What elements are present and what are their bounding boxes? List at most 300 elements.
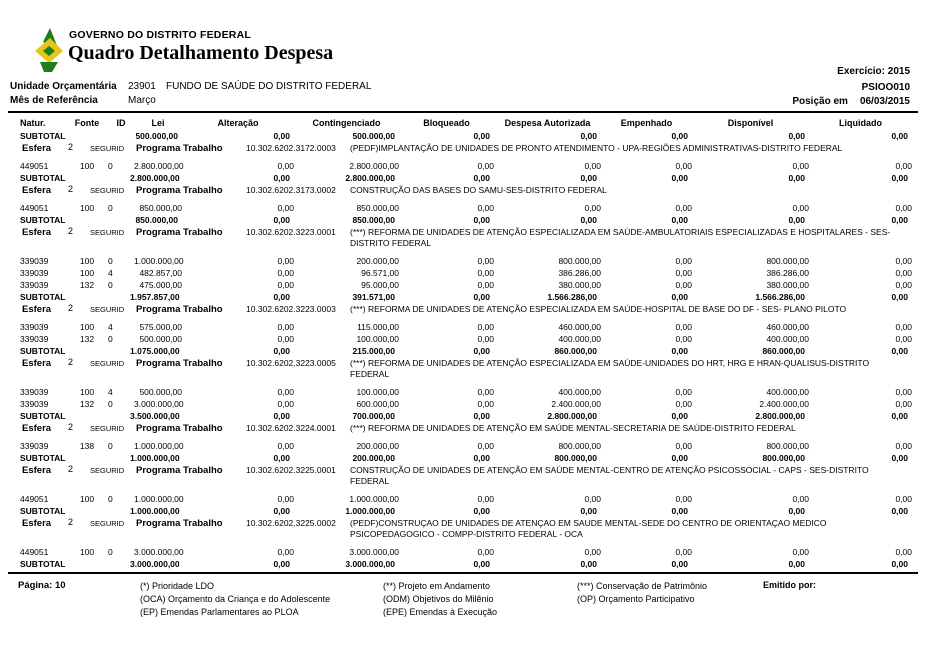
cell-id: 0 <box>108 203 113 213</box>
cell-contingenciado: 600.000,00 <box>356 399 399 409</box>
posicao-row <box>792 96 910 107</box>
cell-despesa-autorizada: 0,00 <box>584 203 601 213</box>
cell-bloqueado: 0,00 <box>473 173 490 183</box>
cell-liquidado: 0,00 <box>895 399 912 409</box>
cell-bloqueado: 0,00 <box>473 411 490 421</box>
cell-alteracao: 0,00 <box>277 334 294 344</box>
esfera-label: Esfera <box>22 518 52 529</box>
esfera-label: Esfera <box>22 143 52 154</box>
programa-trabalho-label: Programa Trabalho <box>136 304 223 315</box>
cell-empenhado: 0,00 <box>671 506 688 516</box>
cell-bloqueado: 0,00 <box>477 256 494 266</box>
cell-id: 0 <box>108 547 113 557</box>
cell-disponivel: 800.000,00 <box>762 453 805 463</box>
cell-natur: 339039 <box>20 441 49 451</box>
programa-trabalho-code: 10.302.6202.3225.0001 <box>246 465 336 475</box>
cell-disponivel: 0,00 <box>788 506 805 516</box>
programa-trabalho-descricao: (PEDF)CONSTRUÇAO DE UNIDADES DE ATENÇAO EM SAUDE MENTAL-SEDE DO CENTRO DE ORIENTAÇAO MEDICO PSICOPEDAGOGICO - COMPP-DISTRITO FEDERAL - OCA <box>350 518 827 539</box>
cell-liquidado: 0,00 <box>895 280 912 290</box>
cell-natur: 339039 <box>20 387 49 397</box>
cell-liquidado: 0,00 <box>891 559 908 569</box>
cell-id: 4 <box>108 322 113 332</box>
cell-contingenciado: 200.000,00 <box>356 256 399 266</box>
legend-item: (ODM) Objetivos do Milênio <box>383 594 494 604</box>
cell-empenhado: 0,00 <box>671 411 688 421</box>
cell-lei: 2.800.000,00 <box>134 161 184 171</box>
programa-trabalho-descricao: (***) REFORMA DE UNIDADES DE ATENÇÃO EM SAÚDE MENTAL-SECRETARIA DE SAÚDE-DISTRITO FEDERAL <box>350 423 796 433</box>
cell-contingenciado: 850.000,00 <box>356 203 399 213</box>
cell-empenhado: 0,00 <box>671 215 688 225</box>
cell-disponivel: 2.800.000,00 <box>755 411 805 421</box>
detail-row <box>8 279 912 291</box>
esfera-value: 2 <box>68 422 74 432</box>
cell-alteracao: 0,00 <box>277 494 294 504</box>
cell-disponivel: 386.286,00 <box>766 268 809 278</box>
legend-item: (*) Prioridade LDO <box>140 581 215 591</box>
cell-despesa-autorizada: 800.000,00 <box>554 453 597 463</box>
orcamento-tipo-label: SEGURID <box>90 519 125 528</box>
cell-contingenciado: 850.000,00 <box>352 215 395 225</box>
cell-disponivel: 380.000,00 <box>766 280 809 290</box>
cell-bloqueado: 0,00 <box>473 506 490 516</box>
cell-contingenciado: 1.000.000,00 <box>345 506 395 516</box>
subtotal-row <box>8 345 908 357</box>
mes-value: Março <box>128 95 156 106</box>
cell-fonte: 100 <box>79 256 95 266</box>
cell-liquidado: 0,00 <box>891 131 908 141</box>
subtotal-row <box>8 505 908 517</box>
cell-fonte: 100 <box>79 387 95 397</box>
cell-liquidado: 0,00 <box>895 161 912 171</box>
orcamento-tipo-label: SEGURID <box>90 186 125 195</box>
cell-disponivel: 0,00 <box>788 215 805 225</box>
cell-natur: 339039 <box>20 256 49 266</box>
esfera-row <box>8 465 908 487</box>
unidade-label: Unidade Orçamentária <box>10 81 117 92</box>
cell-contingenciado: 2.800.000,00 <box>345 173 395 183</box>
cell-lei: 575.000,00 <box>139 322 182 332</box>
unidade-code: 23901 <box>128 81 156 92</box>
cell-bloqueado: 0,00 <box>477 387 494 397</box>
cell-contingenciado: 96.571,00 <box>361 268 399 278</box>
cell-disponivel: 0,00 <box>792 203 809 213</box>
cell-fonte: 100 <box>79 203 95 213</box>
cell-liquidado: 0,00 <box>895 256 912 266</box>
esfera-value: 2 <box>68 142 74 152</box>
cell-disponivel: 460.000,00 <box>766 322 809 332</box>
cell-natur: 449051 <box>20 494 49 504</box>
cell-bloqueado: 0,00 <box>477 494 494 504</box>
legend-item: (EPE) Emendas à Execução <box>383 607 498 617</box>
programa-trabalho-label: Programa Trabalho <box>136 143 223 154</box>
orcamento-tipo-label: SEGURID <box>90 466 125 475</box>
esfera-label: Esfera <box>22 227 52 238</box>
cell-disponivel: 800.000,00 <box>766 256 809 266</box>
cell-lei: 1.000.000,00 <box>130 453 180 463</box>
cell-liquidado: 0,00 <box>891 215 908 225</box>
page-number-label: Página: <box>18 580 53 591</box>
cell-liquidado: 0,00 <box>895 441 912 451</box>
cell-id: 4 <box>108 387 113 397</box>
column-header-despesa-autorizada: Despesa Autorizada <box>504 118 591 128</box>
cell-id: 0 <box>108 161 113 171</box>
cell-lei: 475.000,00 <box>139 280 182 290</box>
cell-liquidado: 0,00 <box>895 387 912 397</box>
esfera-label: Esfera <box>22 185 52 196</box>
cell-id: 0 <box>108 334 113 344</box>
cell-bloqueado: 0,00 <box>477 322 494 332</box>
cell-fonte: 132 <box>79 399 95 409</box>
orcamento-tipo-label: SEGURID <box>90 305 125 314</box>
subtotal-label: SUBTOTAL <box>20 411 66 421</box>
cell-natur: 449051 <box>20 161 49 171</box>
programa-trabalho-code: 10.302.6202.3225.0002 <box>246 518 336 528</box>
cell-disponivel: 400.000,00 <box>766 387 809 397</box>
cell-despesa-autorizada: 400.000,00 <box>558 387 601 397</box>
cell-alteracao: 0,00 <box>273 346 290 356</box>
cell-lei: 3.000.000,00 <box>134 547 184 557</box>
cell-bloqueado: 0,00 <box>473 131 490 141</box>
cell-fonte: 138 <box>79 441 95 451</box>
cell-id: 0 <box>108 494 113 504</box>
esfera-value: 2 <box>68 303 74 313</box>
column-header-disponivel: Disponível <box>727 118 774 128</box>
cell-despesa-autorizada: 800.000,00 <box>558 256 601 266</box>
cell-id: 0 <box>108 399 113 409</box>
esfera-row <box>8 518 908 540</box>
esfera-label: Esfera <box>22 358 52 369</box>
cell-lei: 3.500.000,00 <box>130 411 180 421</box>
page-number <box>18 580 66 591</box>
cell-bloqueado: 0,00 <box>477 280 494 290</box>
cell-natur: 339039 <box>20 399 49 409</box>
cell-contingenciado: 1.000.000,00 <box>349 494 399 504</box>
cell-bloqueado: 0,00 <box>473 559 490 569</box>
cell-bloqueado: 0,00 <box>477 268 494 278</box>
cell-disponivel: 2.400.000,00 <box>759 399 809 409</box>
cell-contingenciado: 200.000,00 <box>356 441 399 451</box>
cell-empenhado: 0,00 <box>675 334 692 344</box>
programa-trabalho-label: Programa Trabalho <box>136 227 223 238</box>
legend-item: (OP) Orçamento Participativo <box>577 594 695 604</box>
cell-lei: 500.000,00 <box>139 334 182 344</box>
header-divider <box>8 111 918 113</box>
esfera-row <box>8 143 908 154</box>
esfera-row <box>8 304 908 315</box>
subtotal-label: SUBTOTAL <box>20 215 66 225</box>
programa-trabalho-code: 10.302.6202.3223.0005 <box>246 358 336 368</box>
cell-id: 0 <box>108 441 113 451</box>
programa-trabalho-code: 10.302.6202.3172.0003 <box>246 143 336 153</box>
cell-lei: 1.957.857,00 <box>130 292 180 302</box>
subtotal-label: SUBTOTAL <box>20 559 66 569</box>
subtotal-label: SUBTOTAL <box>20 173 66 183</box>
orcamento-tipo-label: SEGURID <box>90 144 125 153</box>
cell-empenhado: 0,00 <box>675 256 692 266</box>
cell-liquidado: 0,00 <box>891 411 908 421</box>
column-header-liquidado: Liquidado <box>839 118 882 128</box>
cell-despesa-autorizada: 0,00 <box>580 173 597 183</box>
unidade-name: FUNDO DE SAÚDE DO DISTRITO FEDERAL <box>166 81 372 92</box>
programa-trabalho-descricao: (***) REFORMA DE UNIDADES DE ATENÇÃO ESPECIALIZADA EM SAÚDE-UNIDADES DO HRT, HRG E HRAN-QUALISUS-DISTRITO FEDERAL <box>350 358 870 379</box>
posicao-date: 06/03/2015 <box>859 96 910 107</box>
cell-alteracao: 0,00 <box>273 411 290 421</box>
cell-bloqueado: 0,00 <box>477 441 494 451</box>
cell-liquidado: 0,00 <box>895 322 912 332</box>
column-header-natur: Natur. <box>20 118 46 128</box>
cell-alteracao: 0,00 <box>277 161 294 171</box>
legend-column-3 <box>577 580 707 606</box>
gdf-logo-icon <box>30 28 68 74</box>
cell-lei: 1.075.000,00 <box>130 346 180 356</box>
subtotal-row <box>8 452 908 464</box>
subtotal-label: SUBTOTAL <box>20 346 66 356</box>
cell-despesa-autorizada: 0,00 <box>584 494 601 504</box>
orcamento-tipo-label: SEGURID <box>90 359 125 368</box>
orcamento-tipo-label: SEGURID <box>90 424 125 433</box>
cell-contingenciado: 200.000,00 <box>352 453 395 463</box>
legend-column-2 <box>383 580 497 619</box>
cell-lei: 3.000.000,00 <box>134 399 184 409</box>
mes-referencia-row <box>10 95 156 106</box>
cell-despesa-autorizada: 2.800.000,00 <box>547 411 597 421</box>
programa-trabalho-label: Programa Trabalho <box>136 185 223 196</box>
column-header-alteracao: Alteração <box>217 118 259 128</box>
cell-natur: 449051 <box>20 203 49 213</box>
cell-disponivel: 0,00 <box>792 547 809 557</box>
cell-despesa-autorizada: 0,00 <box>580 559 597 569</box>
cell-alteracao: 0,00 <box>277 280 294 290</box>
legend-item: (EP) Emendas Parlamentares ao PLOA <box>140 607 299 617</box>
cell-lei: 500.000,00 <box>139 387 182 397</box>
cell-bloqueado: 0,00 <box>477 203 494 213</box>
cell-empenhado: 0,00 <box>671 559 688 569</box>
subtotal-row <box>8 558 908 570</box>
detail-row <box>8 255 912 267</box>
cell-lei: 1.000.000,00 <box>134 256 184 266</box>
cell-alteracao: 0,00 <box>273 453 290 463</box>
cell-liquidado: 0,00 <box>891 292 908 302</box>
cell-fonte: 132 <box>79 334 95 344</box>
cell-natur: 339039 <box>20 322 49 332</box>
esfera-label: Esfera <box>22 304 52 315</box>
cell-contingenciado: 3.000.000,00 <box>345 559 395 569</box>
cell-despesa-autorizada: 860.000,00 <box>554 346 597 356</box>
detail-row <box>8 398 912 410</box>
esfera-label: Esfera <box>22 465 52 476</box>
esfera-value: 2 <box>68 226 74 236</box>
cell-natur: 339039 <box>20 280 49 290</box>
cell-empenhado: 0,00 <box>675 268 692 278</box>
programa-trabalho-descricao: (***) REFORMA DE UNIDADES DE ATENÇÃO ESPECIALIZADA EM SAÚDE-HOSPITAL DE BASE DO DF - SES- PLANO PILOTO <box>350 304 847 314</box>
programa-trabalho-label: Programa Trabalho <box>136 423 223 434</box>
cell-fonte: 132 <box>79 280 95 290</box>
cell-empenhado: 0,00 <box>675 399 692 409</box>
detail-row <box>8 440 912 452</box>
cell-despesa-autorizada: 2.400.000,00 <box>551 399 601 409</box>
cell-lei: 1.000.000,00 <box>130 506 180 516</box>
subtotal-row <box>8 291 908 303</box>
programa-trabalho-code: 10.302.6202.3173.0002 <box>246 185 336 195</box>
cell-alteracao: 0,00 <box>277 547 294 557</box>
cell-disponivel: 400.000,00 <box>766 334 809 344</box>
cell-alteracao: 0,00 <box>277 399 294 409</box>
cell-liquidado: 0,00 <box>891 453 908 463</box>
cell-bloqueado: 0,00 <box>477 161 494 171</box>
legend-item: (**) Projeto em Andamento <box>383 581 491 591</box>
cell-natur: 339039 <box>20 334 49 344</box>
detail-row <box>8 386 912 398</box>
cell-bloqueado: 0,00 <box>477 334 494 344</box>
cell-lei: 1.000.000,00 <box>134 441 184 451</box>
cell-liquidado: 0,00 <box>895 268 912 278</box>
cell-alteracao: 0,00 <box>277 256 294 266</box>
cell-despesa-autorizada: 800.000,00 <box>558 441 601 451</box>
cell-despesa-autorizada: 0,00 <box>580 131 597 141</box>
cell-lei: 3.000.000,00 <box>130 559 180 569</box>
cell-alteracao: 0,00 <box>277 441 294 451</box>
cell-contingenciado: 100.000,00 <box>356 334 399 344</box>
table-header-row <box>8 117 908 130</box>
programa-trabalho-descricao: (PEDF)IMPLANTAÇÃO DE UNIDADES DE PRONTO ATENDIMENTO - UPA-REGIÕES ADMINISTRATIVAS-DISTRITO FEDERAL <box>350 143 843 153</box>
cell-empenhado: 0,00 <box>675 441 692 451</box>
table-body <box>8 130 912 570</box>
subtotal-label: SUBTOTAL <box>20 292 66 302</box>
cell-despesa-autorizada: 460.000,00 <box>558 322 601 332</box>
esfera-value: 2 <box>68 184 74 194</box>
emitido-por-label: Emitido por: <box>763 580 816 590</box>
cell-fonte: 100 <box>79 161 95 171</box>
cell-liquidado: 0,00 <box>895 494 912 504</box>
cell-empenhado: 0,00 <box>675 203 692 213</box>
cell-bloqueado: 0,00 <box>473 215 490 225</box>
page-title: Quadro Detalhamento Despesa <box>68 42 334 64</box>
cell-liquidado: 0,00 <box>891 173 908 183</box>
cell-despesa-autorizada: 380.000,00 <box>558 280 601 290</box>
detail-row <box>8 333 912 345</box>
programa-trabalho-descricao: CONSTRUÇÃO DAS BASES DO SAMU-SES-DISTRITO FEDERAL <box>350 185 607 195</box>
cell-contingenciado: 115.000,00 <box>357 322 399 332</box>
cell-fonte: 100 <box>79 322 95 332</box>
orcamento-tipo-label: SEGURID <box>90 228 125 237</box>
detail-row <box>8 321 912 333</box>
cell-alteracao: 0,00 <box>273 292 290 302</box>
cell-disponivel: 1.566.286,00 <box>755 292 805 302</box>
cell-alteracao: 0,00 <box>273 506 290 516</box>
cell-lei: 482.857,00 <box>139 268 182 278</box>
cell-natur: 449051 <box>20 547 49 557</box>
posicao-label: Posição em <box>792 96 848 107</box>
esfera-row <box>8 358 908 380</box>
detail-row <box>8 546 912 558</box>
legend-item: (OCA) Orçamento da Criança e do Adolescente <box>140 594 331 604</box>
cell-empenhado: 0,00 <box>671 173 688 183</box>
column-header-id: ID <box>116 118 126 128</box>
cell-contingenciado: 3.000.000,00 <box>349 547 399 557</box>
cell-id: 0 <box>108 256 113 266</box>
cell-alteracao: 0,00 <box>277 322 294 332</box>
cell-disponivel: 0,00 <box>792 494 809 504</box>
programa-trabalho-code: 10.302.6202.3223.0001 <box>246 227 336 237</box>
esfera-value: 2 <box>68 357 74 367</box>
cell-natur: 339039 <box>20 268 49 278</box>
cell-bloqueado: 0,00 <box>473 346 490 356</box>
cell-empenhado: 0,00 <box>671 453 688 463</box>
esfera-row <box>8 227 908 249</box>
cell-despesa-autorizada: 0,00 <box>584 161 601 171</box>
cell-liquidado: 0,00 <box>895 547 912 557</box>
column-header-empenhado: Empenhado <box>620 118 673 128</box>
esfera-value: 2 <box>68 517 74 527</box>
cell-contingenciado: 100.000,00 <box>356 387 399 397</box>
report-code: PSIOO010 <box>861 82 910 93</box>
esfera-label: Esfera <box>22 423 52 434</box>
programa-trabalho-code: 10.302.6202.3224.0001 <box>246 423 336 433</box>
cell-disponivel: 0,00 <box>788 173 805 183</box>
column-header-fonte: Fonte <box>74 118 100 128</box>
cell-disponivel: 0,00 <box>788 559 805 569</box>
cell-alteracao: 0,00 <box>277 387 294 397</box>
cell-empenhado: 0,00 <box>671 346 688 356</box>
cell-lei: 2.800.000,00 <box>130 173 180 183</box>
cell-contingenciado: 215.000,00 <box>352 346 395 356</box>
programa-trabalho-descricao: CONSTRUÇÃO DE UNIDADES DE ATENÇÃO EM SAÚDE MENTAL-CENTRO DE ATENÇÃO PSICOSSOCIAL - CAPS - SES-DISTRITO FEDERAL <box>350 465 869 486</box>
detail-row <box>8 267 912 279</box>
unidade-orcamentaria-row <box>10 81 371 92</box>
cell-bloqueado: 0,00 <box>477 399 494 409</box>
column-header-lei: Lei <box>151 118 165 128</box>
cell-lei: 850.000,00 <box>135 215 178 225</box>
cell-liquidado: 0,00 <box>895 203 912 213</box>
cell-empenhado: 0,00 <box>671 292 688 302</box>
footer-divider <box>8 572 918 574</box>
cell-alteracao: 0,00 <box>273 559 290 569</box>
cell-alteracao: 0,00 <box>277 203 294 213</box>
subtotal-row <box>8 410 908 422</box>
subtotal-label: SUBTOTAL <box>20 453 66 463</box>
mes-label: Mês de Referência <box>10 95 98 106</box>
subtotal-label: SUBTOTAL <box>20 131 66 141</box>
cell-fonte: 100 <box>79 547 95 557</box>
esfera-value: 2 <box>68 464 74 474</box>
cell-despesa-autorizada: 386.286,00 <box>558 268 601 278</box>
cell-contingenciado: 95.000,00 <box>361 280 399 290</box>
cell-bloqueado: 0,00 <box>477 547 494 557</box>
page-number-value: 10 <box>54 580 66 591</box>
cell-empenhado: 0,00 <box>675 494 692 504</box>
programa-trabalho-descricao: (***) REFORMA DE UNIDADES DE ATENÇÃO ESPECIALIZADA EM SAÚDE-AMBULATORIAIS ESPECIALIZADAS E HOSPITALARES - SES-DISTRITO FEDERAL <box>350 227 891 248</box>
cell-bloqueado: 0,00 <box>473 453 490 463</box>
cell-empenhado: 0,00 <box>675 387 692 397</box>
cell-despesa-autorizada: 400.000,00 <box>558 334 601 344</box>
cell-fonte: 100 <box>79 268 95 278</box>
cell-despesa-autorizada: 0,00 <box>584 547 601 557</box>
cell-lei: 850.000,00 <box>139 203 182 213</box>
cell-id: 0 <box>108 280 113 290</box>
cell-contingenciado: 2.800.000,00 <box>349 161 399 171</box>
cell-empenhado: 0,00 <box>671 131 688 141</box>
subtotal-row <box>8 130 908 142</box>
cell-disponivel: 800.000,00 <box>766 441 809 451</box>
government-name: GOVERNO DO DISTRITO FEDERAL <box>69 29 251 41</box>
cell-contingenciado: 700.000,00 <box>352 411 395 421</box>
cell-empenhado: 0,00 <box>675 161 692 171</box>
cell-liquidado: 0,00 <box>891 506 908 516</box>
cell-empenhado: 0,00 <box>675 547 692 557</box>
esfera-row <box>8 185 908 196</box>
cell-liquidado: 0,00 <box>891 346 908 356</box>
cell-liquidado: 0,00 <box>895 334 912 344</box>
